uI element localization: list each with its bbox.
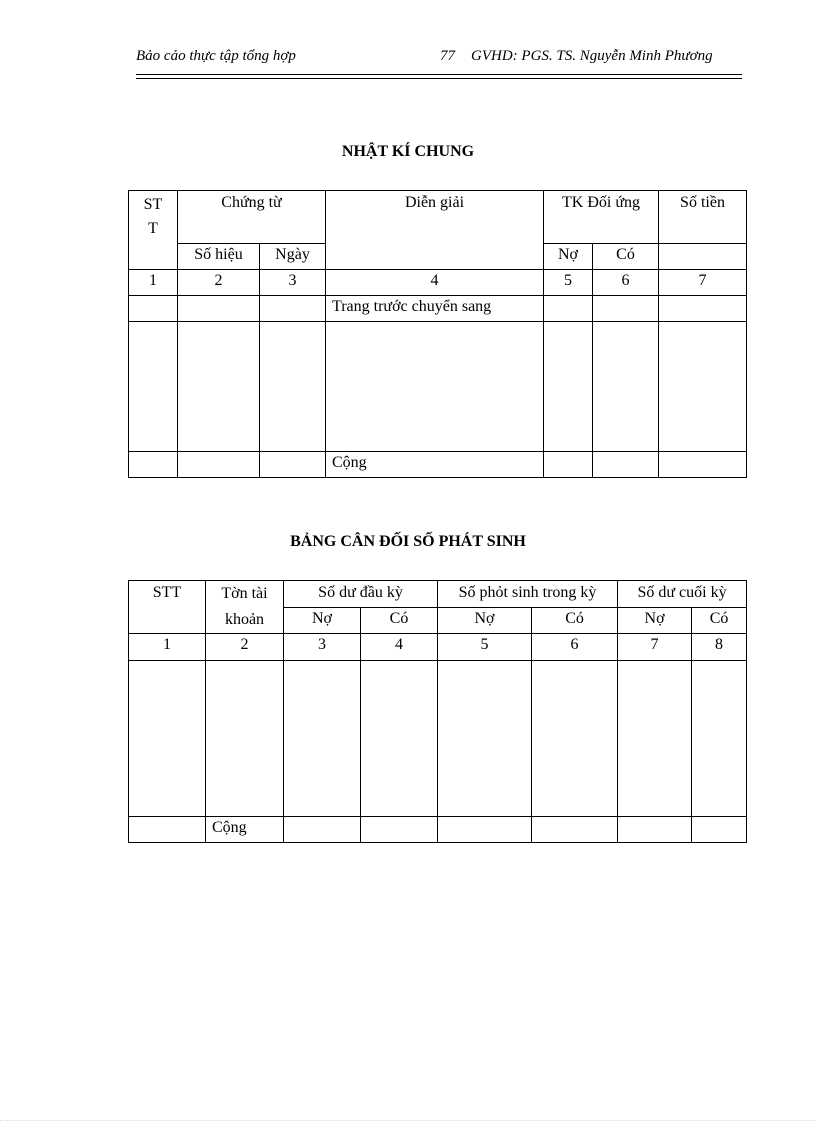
balance-entries-area xyxy=(129,661,747,817)
balance-table xyxy=(128,580,747,843)
journal-title: NHẬT KÍ CHUNG xyxy=(341,143,475,160)
page-header xyxy=(136,48,742,70)
balance-sub-no: Nợ xyxy=(438,608,532,634)
balance-title: BẢNG CÂN ĐỐI SỐ PHÁT SINH xyxy=(290,533,526,550)
header-supervisor: GVHD: PGS. TS. Nguyễn Minh Phương xyxy=(471,48,713,64)
journal-carry-row xyxy=(129,296,747,322)
journal-num: 7 xyxy=(659,270,747,296)
journal-entries-area xyxy=(129,322,747,452)
journal-total-label: Cộng xyxy=(326,452,544,478)
journal-carry-label: Trang trước chuyển sang xyxy=(326,296,544,322)
journal-num: 5 xyxy=(544,270,593,296)
journal-sub-ngay: Ngày xyxy=(260,244,326,270)
page-bottom-edge xyxy=(0,1120,816,1121)
balance-num: 7 xyxy=(618,634,692,661)
balance-header-stt: STT xyxy=(129,581,206,634)
balance-num: 4 xyxy=(361,634,438,661)
balance-sub-no: Nợ xyxy=(284,608,361,634)
balance-num: 3 xyxy=(284,634,361,661)
journal-table xyxy=(128,190,747,478)
balance-num: 2 xyxy=(206,634,284,661)
journal-sub-empty xyxy=(659,244,747,270)
balance-num: 8 xyxy=(692,634,747,661)
header-rule-bottom xyxy=(136,78,742,79)
balance-sub-no: Nợ xyxy=(618,608,692,634)
balance-header-ten-tk: Tờn tài khoản xyxy=(206,581,284,634)
journal-num: 1 xyxy=(129,270,178,296)
balance-header-phat-sinh: Số phỏt sinh trong kỳ xyxy=(438,581,618,608)
header-page-number: 77 xyxy=(440,48,455,64)
journal-header-tk-doi-ung: TK Đối ứng xyxy=(544,191,659,244)
balance-total-row xyxy=(129,817,747,843)
balance-sub-co: Có xyxy=(692,608,747,634)
journal-header-stt: ST T xyxy=(129,191,178,270)
journal-total-row xyxy=(129,452,747,478)
balance-number-row xyxy=(129,634,747,661)
journal-header-dien-giai: Diễn giải xyxy=(326,191,544,270)
journal-number-row xyxy=(129,270,747,296)
balance-num: 6 xyxy=(532,634,618,661)
journal-num: 2 xyxy=(178,270,260,296)
journal-num: 3 xyxy=(260,270,326,296)
journal-header-so-tien: Số tiền xyxy=(659,191,747,244)
balance-sub-co: Có xyxy=(532,608,618,634)
balance-header-cuoi-ky: Số dư cuối kỳ xyxy=(618,581,747,608)
header-rule-top xyxy=(136,74,742,75)
header-report-title: Bảo cảo thực tập tổng hợp xyxy=(136,48,296,64)
balance-total-label: Cộng xyxy=(206,817,284,843)
journal-sub-no: Nợ xyxy=(544,244,593,270)
balance-num: 1 xyxy=(129,634,206,661)
journal-sub-so-hieu: Số hiệu xyxy=(178,244,260,270)
journal-header-chung-tu: Chứng từ xyxy=(178,191,326,244)
balance-sub-co: Có xyxy=(361,608,438,634)
journal-num: 4 xyxy=(326,270,544,296)
balance-header-dau-ky: Số dư đầu kỳ xyxy=(284,581,438,608)
balance-num: 5 xyxy=(438,634,532,661)
journal-sub-co: Có xyxy=(593,244,659,270)
journal-num: 6 xyxy=(593,270,659,296)
